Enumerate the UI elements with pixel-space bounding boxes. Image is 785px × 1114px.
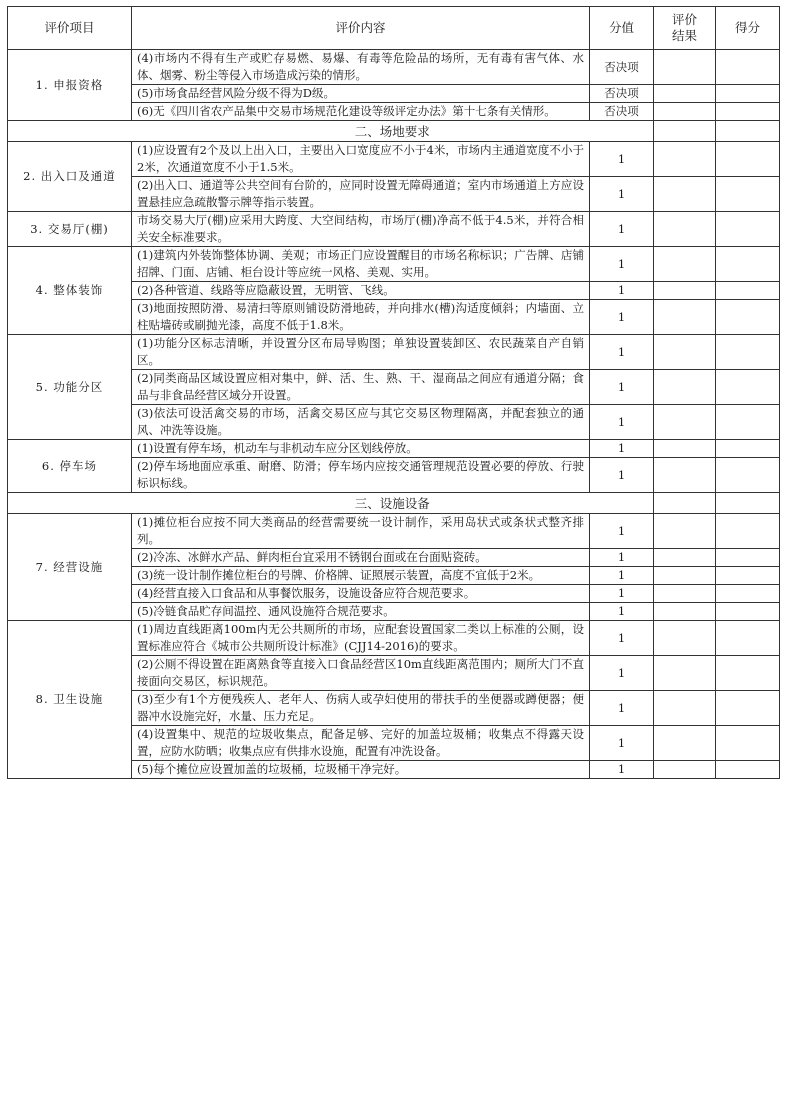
earned-cell[interactable]: [716, 85, 780, 103]
table-row: [8, 621, 780, 656]
score-cell: 1: [590, 621, 654, 656]
score-cell: 1: [590, 603, 654, 621]
score-cell: 1: [590, 335, 654, 370]
earned-cell[interactable]: [716, 603, 780, 621]
score-cell: 1: [590, 300, 654, 335]
result-cell[interactable]: [654, 458, 716, 493]
content-cell: (1)应设置有2个及以上出入口，主要出入口宽度应不小于4米，市场内主通道宽度不小于2米，次通道宽度不小于1.5米。: [132, 142, 590, 177]
table-row: [8, 514, 780, 549]
result-cell[interactable]: [654, 212, 716, 247]
content-cell: (1)周边直线距离100m内无公共厕所的市场，应配套设置国家二类以上标准的公厕，设置标准应符合《城市公共厕所设计标准》(CJJ14-2016)的要求。: [132, 621, 590, 656]
section-blank-cell: [8, 121, 132, 142]
header-score: 分值: [590, 7, 654, 50]
content-cell: (1)摊位柜台应按不同大类商品的经营需要统一设计制作，采用岛状式或条状式整齐排列。: [132, 514, 590, 549]
score-cell: 1: [590, 212, 654, 247]
result-cell: [654, 493, 716, 514]
content-cell: (1)建筑内外装饰整体协调、美观；市场正门应设置醒目的市场名称标识；广告牌、店铺招牌、门面、店铺、柜台设计等应统一风格、美观、实用。: [132, 247, 590, 282]
earned-cell[interactable]: [716, 621, 780, 656]
result-cell[interactable]: [654, 567, 716, 585]
earned-cell[interactable]: [716, 691, 780, 726]
result-cell[interactable]: [654, 440, 716, 458]
content-cell: (2)冷冻、冰鲜水产品、鲜肉柜台宜采用不锈钢台面或在台面贴瓷砖。: [132, 549, 590, 567]
score-cell: 否决项: [590, 85, 654, 103]
header-result: [654, 7, 716, 50]
result-cell[interactable]: [654, 335, 716, 370]
category-cell: 2. 出入口及通道: [8, 142, 132, 212]
header-result-line2: 结果: [671, 28, 697, 43]
score-cell: 1: [590, 656, 654, 691]
result-cell[interactable]: [654, 50, 716, 85]
result-cell[interactable]: [654, 405, 716, 440]
score-cell: 否决项: [590, 103, 654, 121]
earned-cell[interactable]: [716, 247, 780, 282]
table-row: [8, 212, 780, 247]
section-title: 三、设施设备: [132, 493, 654, 514]
section-row: [8, 493, 780, 514]
earned-cell[interactable]: [716, 656, 780, 691]
score-cell: 1: [590, 142, 654, 177]
result-cell[interactable]: [654, 656, 716, 691]
score-cell: 1: [590, 405, 654, 440]
table-header-row: [8, 7, 780, 50]
table-row: [8, 335, 780, 370]
header-result-line1: 评价: [671, 12, 697, 27]
score-cell: 1: [590, 440, 654, 458]
score-cell: 1: [590, 370, 654, 405]
content-cell: (1)功能分区标志清晰，并设置分区布局导购图；单独设置装卸区、农民蔬菜自产自销区。: [132, 335, 590, 370]
content-cell: (4)经营直接入口食品和从事餐饮服务，设施设备应符合规范要求。: [132, 585, 590, 603]
content-cell: (6)无《四川省农产品集中交易市场规范化建设等级评定办法》第十七条有关情形。: [132, 103, 590, 121]
earned-cell[interactable]: [716, 300, 780, 335]
result-cell[interactable]: [654, 726, 716, 761]
earned-cell[interactable]: [716, 761, 780, 779]
result-cell[interactable]: [654, 514, 716, 549]
earned-cell[interactable]: [716, 282, 780, 300]
score-cell: 1: [590, 514, 654, 549]
content-cell: (2)各种管道、线路等应隐蔽设置，无明管、飞线。: [132, 282, 590, 300]
earned-cell[interactable]: [716, 177, 780, 212]
table-body: [8, 50, 780, 779]
score-cell: 1: [590, 726, 654, 761]
score-cell: 否决项: [590, 50, 654, 85]
category-cell: 1. 申报资格: [8, 50, 132, 121]
result-cell[interactable]: [654, 247, 716, 282]
earned-cell: [716, 493, 780, 514]
result-cell: [654, 121, 716, 142]
earned-cell[interactable]: [716, 50, 780, 85]
table-row: [8, 50, 780, 85]
section-title: 二、场地要求: [132, 121, 654, 142]
header-item: 评价项目: [8, 7, 132, 50]
section-blank-cell: [8, 493, 132, 514]
content-cell: (4)设置集中、规范的垃圾收集点，配备足够、完好的加盖垃圾桶；收集点不得露天设置，应防水防晒；收集点应有供排水设施，配置有冲洗设备。: [132, 726, 590, 761]
category-cell: 6. 停车场: [8, 440, 132, 493]
earned-cell[interactable]: [716, 458, 780, 493]
content-cell: (2)同类商品区域设置应相对集中，鲜、活、生、熟、干、湿商品之间应有通道分隔；食品与非食品经营区域分开设置。: [132, 370, 590, 405]
result-cell[interactable]: [654, 142, 716, 177]
category-cell: 4. 整体装饰: [8, 247, 132, 335]
result-cell[interactable]: [654, 603, 716, 621]
earned-cell[interactable]: [716, 514, 780, 549]
result-cell[interactable]: [654, 585, 716, 603]
content-cell: (5)冷链食品贮存间温控、通风设施符合规范要求。: [132, 603, 590, 621]
earned-cell[interactable]: [716, 370, 780, 405]
result-cell[interactable]: [654, 691, 716, 726]
score-cell: 1: [590, 458, 654, 493]
evaluation-table: [7, 6, 780, 779]
score-cell: 1: [590, 282, 654, 300]
score-cell: 1: [590, 247, 654, 282]
score-cell: 1: [590, 585, 654, 603]
score-cell: 1: [590, 177, 654, 212]
result-cell[interactable]: [654, 300, 716, 335]
score-cell: 1: [590, 761, 654, 779]
earned-cell[interactable]: [716, 103, 780, 121]
header-content: 评价内容: [132, 7, 590, 50]
content-cell: (3)地面按照防滑、易清扫等原则铺设防滑地砖，并向排水(槽)沟适度倾斜；内墙面、立柱贴墙砖或刷抛光漆，高度不低于1.8米。: [132, 300, 590, 335]
content-cell: (2)公厕不得设置在距离熟食等直接入口食品经营区10m直线距离范围内；厕所大门不直接面向交易区，标识规范。: [132, 656, 590, 691]
content-cell: (5)每个摊位应设置加盖的垃圾桶，垃圾桶干净完好。: [132, 761, 590, 779]
earned-cell[interactable]: [716, 335, 780, 370]
result-cell[interactable]: [654, 177, 716, 212]
earned-cell[interactable]: [716, 142, 780, 177]
table-row: [8, 247, 780, 282]
result-cell[interactable]: [654, 282, 716, 300]
category-cell: 7. 经营设施: [8, 514, 132, 621]
earned-cell[interactable]: [716, 212, 780, 247]
earned-cell[interactable]: [716, 405, 780, 440]
section-row: [8, 121, 780, 142]
table-row: [8, 440, 780, 458]
earned-cell[interactable]: [716, 440, 780, 458]
earned-cell[interactable]: [716, 726, 780, 761]
category-cell: 8. 卫生设施: [8, 621, 132, 779]
content-cell: (5)市场食品经营风险分级不得为D级。: [132, 85, 590, 103]
result-cell[interactable]: [654, 761, 716, 779]
content-cell: (4)市场内不得有生产或贮存易燃、易爆、有毒等危险品的场所，无有毒有害气体、水体、烟雾、粉尘等侵入市场造成污染的情形。: [132, 50, 590, 85]
content-cell: 市场交易大厅(棚)应采用大跨度、大空间结构，市场厅(棚)净高不低于4.5米，并符合相关安全标准要求。: [132, 212, 590, 247]
content-cell: (2)停车场地面应承重、耐磨、防滑；停车场内应按交通管理规范设置必要的停放、行驶标识标线。: [132, 458, 590, 493]
category-cell: 5. 功能分区: [8, 335, 132, 440]
earned-cell[interactable]: [716, 567, 780, 585]
content-cell: (3)统一设计制作摊位柜台的号牌、价格牌、证照展示装置，高度不宜低于2米。: [132, 567, 590, 585]
result-cell[interactable]: [654, 85, 716, 103]
result-cell[interactable]: [654, 549, 716, 567]
result-cell[interactable]: [654, 103, 716, 121]
content-cell: (3)至少有1个方便残疾人、老年人、伤病人或孕妇使用的带扶手的坐便器或蹲便器；便器冲水设施完好，水量、压力充足。: [132, 691, 590, 726]
result-cell[interactable]: [654, 370, 716, 405]
earned-cell[interactable]: [716, 549, 780, 567]
score-cell: 1: [590, 691, 654, 726]
header-earned: 得分: [716, 7, 780, 50]
category-cell: 3. 交易厅(棚): [8, 212, 132, 247]
score-cell: 1: [590, 549, 654, 567]
score-cell: 1: [590, 567, 654, 585]
content-cell: (3)依法可设活禽交易的市场，活禽交易区应与其它交易区物理隔离，并配套独立的通风、冲洗等设施。: [132, 405, 590, 440]
result-cell[interactable]: [654, 621, 716, 656]
earned-cell: [716, 121, 780, 142]
content-cell: (1)设置有停车场，机动车与非机动车应分区划线停放。: [132, 440, 590, 458]
content-cell: (2)出入口、通道等公共空间有台阶的，应同时设置无障碍通道；室内市场通道上方应设置悬挂应急疏散警示牌等指示装置。: [132, 177, 590, 212]
table-row: [8, 142, 780, 177]
earned-cell[interactable]: [716, 585, 780, 603]
